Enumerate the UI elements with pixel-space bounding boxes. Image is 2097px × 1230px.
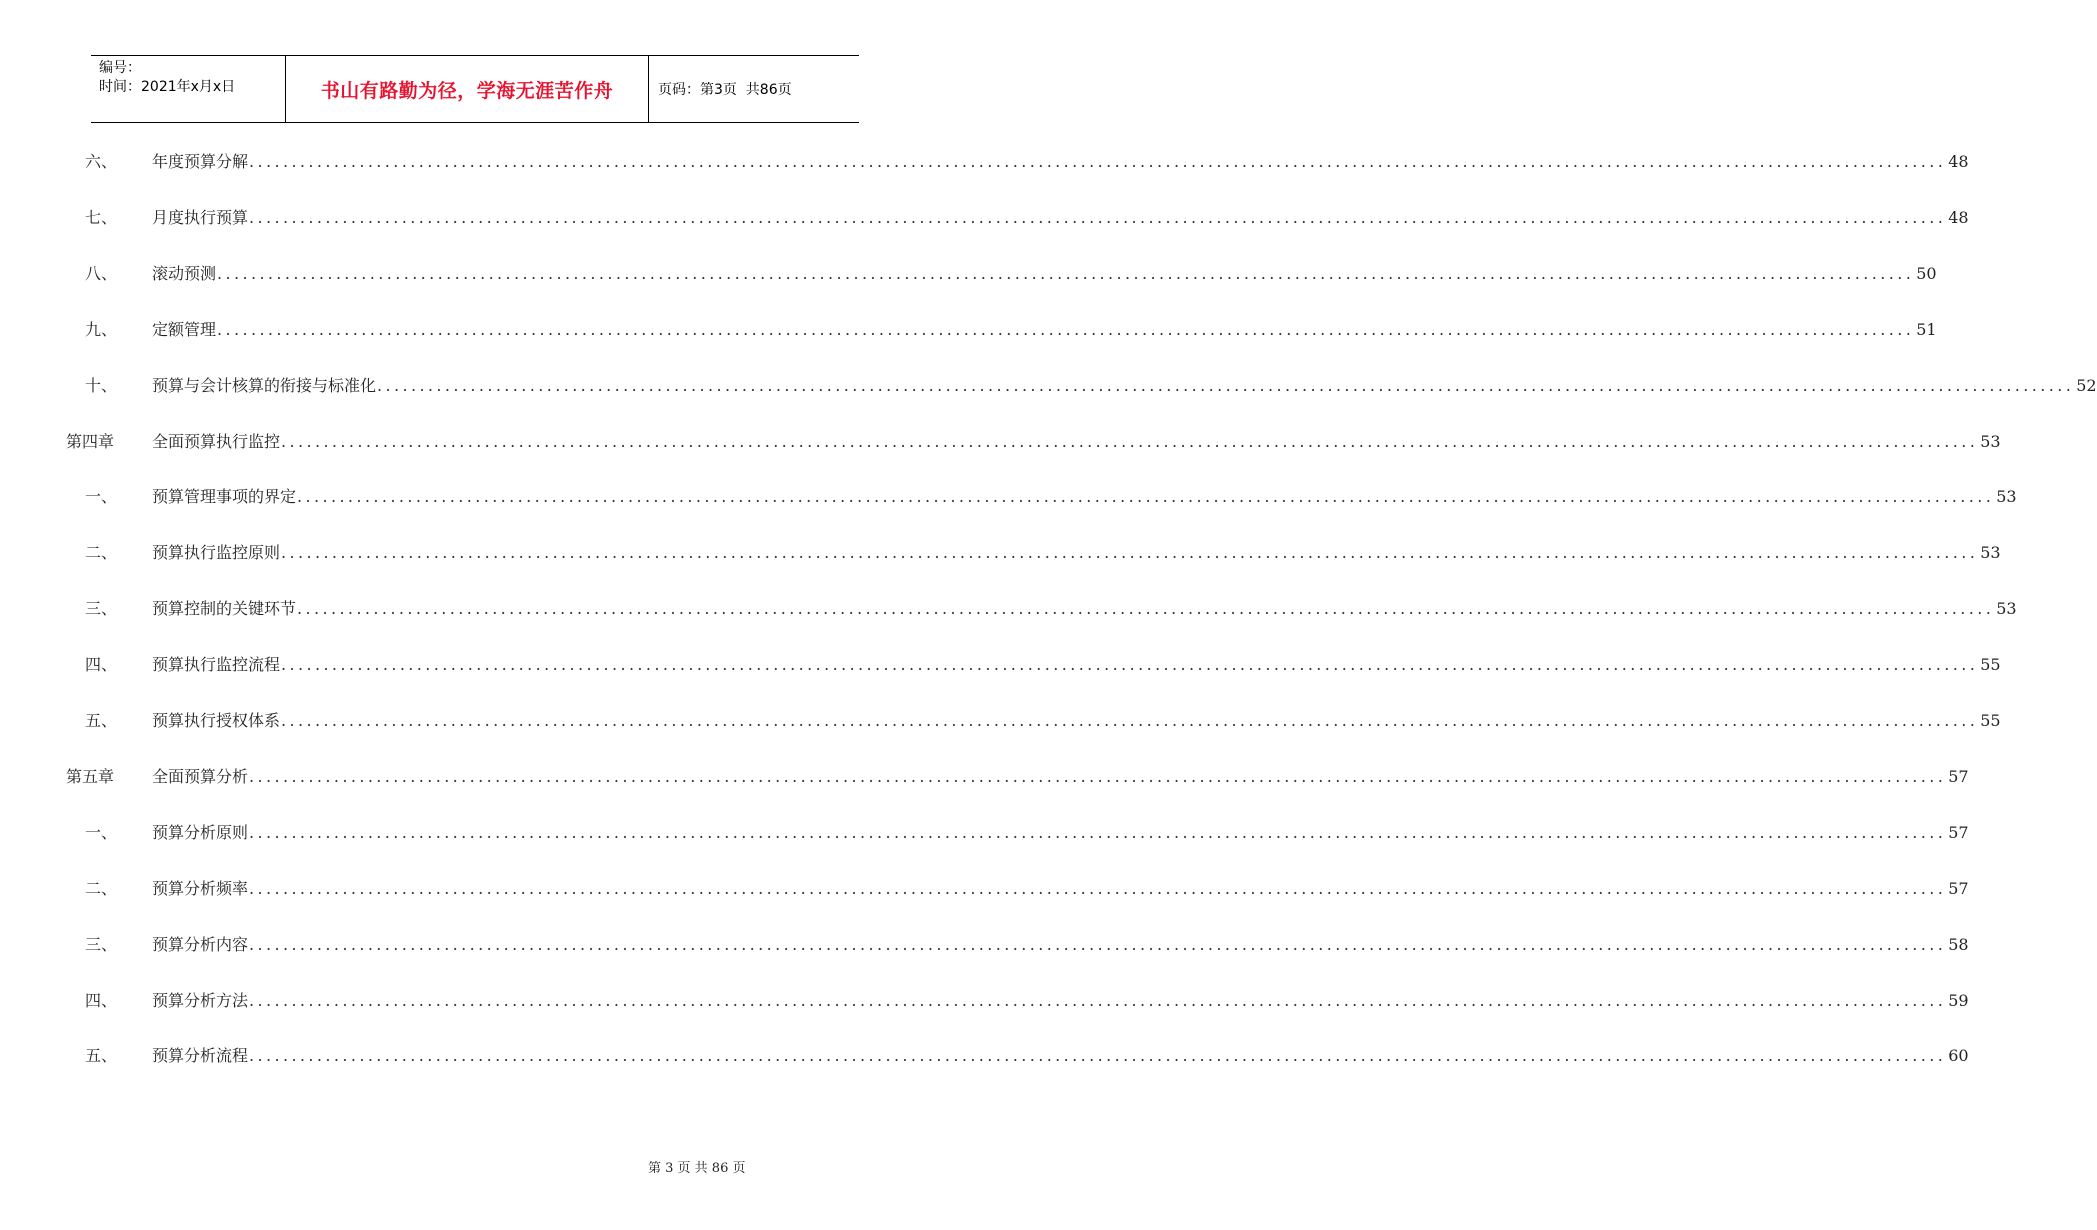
page-footer: 第 3 页 共 86 页 xyxy=(648,1161,746,1176)
toc-entry-title: 预算执行监控原则 xyxy=(152,543,281,563)
toc-section-row[interactable] xyxy=(66,709,2001,733)
toc-entry-number: 一、 xyxy=(85,822,118,842)
toc-entry-number: 第五章 xyxy=(66,766,115,786)
toc-entry-title: 预算与会计核算的衔接与标准化 xyxy=(152,375,377,395)
toc-dot-leader: ........................................................................................................................................................................................................ xyxy=(217,319,1915,339)
toc-dot-leader: ........................................................................................................................................................................................................ xyxy=(249,152,1947,171)
toc-entry-page: 60 xyxy=(1948,1046,1969,1066)
toc-dot-leader: ........................................................................................................................................................................................................ xyxy=(249,766,1947,786)
toc-entry-number: 第四章 xyxy=(66,431,115,451)
toc-dot-leader: ........................................................................................................................................................................................................ xyxy=(281,711,1979,730)
toc-section-row[interactable] xyxy=(66,653,2001,677)
toc-entry-page: 55 xyxy=(1980,711,2001,730)
toc-entry-title: 预算分析流程 xyxy=(152,1046,249,1066)
toc-entry-title: 滚动预测 xyxy=(152,263,217,283)
toc-section-row[interactable] xyxy=(66,206,1969,230)
toc-dot-leader: ........................................................................................................................................................................................................ xyxy=(217,263,1915,283)
toc-entry-page: 53 xyxy=(1996,487,2017,507)
toc-entry-title: 预算分析频率 xyxy=(152,878,249,898)
toc-entry-page: 53 xyxy=(1980,431,2001,451)
toc-dot-leader: ........................................................................................................................................................................................................ xyxy=(281,543,1979,563)
toc-entry-title: 全面预算执行监控 xyxy=(152,431,281,451)
toc-entry-number: 六、 xyxy=(85,152,118,171)
toc-section-row[interactable] xyxy=(66,262,1937,286)
toc-entry-title: 年度预算分解 xyxy=(152,152,249,171)
header-motto: 书山有路勤为径，学海无涯苦作舟 xyxy=(286,56,649,122)
number-label: 编号： xyxy=(99,60,141,76)
toc-entry-page: 58 xyxy=(1948,934,1969,954)
toc-entry-page: 50 xyxy=(1916,263,1937,283)
toc-dot-leader: ........................................................................................................................................................................................................ xyxy=(297,599,1995,619)
toc-entry-page: 52 xyxy=(2076,375,2097,395)
toc-entry-page: 57 xyxy=(1948,822,1969,842)
toc-section-row[interactable] xyxy=(66,318,1937,342)
toc-entry-title: 预算执行监控流程 xyxy=(152,655,281,675)
time-label: 时间：2021年x月x日 xyxy=(99,79,236,95)
toc-section-row[interactable] xyxy=(66,1044,1969,1068)
toc-entry-page: 53 xyxy=(1996,599,2017,619)
toc-dot-leader: ........................................................................................................................................................................................................ xyxy=(249,1046,1947,1066)
toc-entry-title: 月度执行预算 xyxy=(152,207,249,227)
toc-dot-leader: ........................................................................................................................................................................................................ xyxy=(249,878,1947,898)
toc-entry-title: 预算分析原则 xyxy=(152,822,249,842)
toc-section-row[interactable] xyxy=(66,989,1969,1013)
toc-entry-page: 48 xyxy=(1948,207,1969,227)
header-page-info xyxy=(649,56,859,122)
toc-entry-number: 四、 xyxy=(85,655,118,675)
toc-entry-title: 定额管理 xyxy=(152,319,217,339)
toc-section-row[interactable] xyxy=(66,150,1969,174)
toc-entry-number: 九、 xyxy=(85,319,118,339)
page-label: 页码：第3页 共86页 xyxy=(658,82,792,98)
toc-section-row[interactable] xyxy=(66,877,1969,901)
toc-section-row[interactable] xyxy=(66,821,1969,845)
toc-entry-number: 五、 xyxy=(85,1046,118,1066)
toc-entry-page: 57 xyxy=(1948,878,1969,898)
toc-dot-leader: ........................................................................................................................................................................................................ xyxy=(249,934,1947,954)
toc-dot-leader: ........................................................................................................................................................................................................ xyxy=(281,431,1979,451)
toc-entry-page: 55 xyxy=(1980,655,2001,675)
toc-dot-leader: ........................................................................................................................................................................................................ xyxy=(297,487,1995,507)
toc-section-row[interactable] xyxy=(66,597,2017,621)
toc-entry-page: 57 xyxy=(1948,766,1969,786)
toc-entry-number: 五、 xyxy=(85,711,118,730)
toc-dot-leader: ........................................................................................................................................................................................................ xyxy=(281,655,1979,675)
toc-entry-page: 59 xyxy=(1948,990,1969,1010)
toc-entry-title: 全面预算分析 xyxy=(152,766,249,786)
toc-entry-number: 七、 xyxy=(85,207,118,227)
header-meta xyxy=(91,56,286,122)
toc-entry-page: 53 xyxy=(1980,543,2001,563)
toc-entry-number: 十、 xyxy=(85,375,118,395)
page-header xyxy=(91,55,859,123)
toc-dot-leader: ........................................................................................................................................................................................................ xyxy=(249,207,1947,227)
toc-entry-number: 三、 xyxy=(85,934,118,954)
toc-entry-number: 四、 xyxy=(85,990,118,1010)
toc-entry-title: 预算执行授权体系 xyxy=(152,711,281,730)
toc-entry-title: 预算管理事项的界定 xyxy=(152,487,297,507)
toc-section-row[interactable] xyxy=(66,485,2017,509)
toc-chapter-row[interactable] xyxy=(66,430,2001,454)
toc-dot-leader: ........................................................................................................................................................................................................ xyxy=(377,375,2075,395)
toc-entry-page: 48 xyxy=(1948,152,1969,171)
toc-entry-title: 预算分析方法 xyxy=(152,990,249,1010)
toc-entry-number: 八、 xyxy=(85,263,118,283)
toc-entry-page: 51 xyxy=(1916,319,1937,339)
toc-entry-number: 一、 xyxy=(85,487,118,507)
toc-chapter-row[interactable] xyxy=(66,765,1969,789)
toc-dot-leader: ........................................................................................................................................................................................................ xyxy=(249,990,1947,1010)
toc-section-row[interactable] xyxy=(66,374,2097,398)
toc-entry-number: 二、 xyxy=(85,543,118,563)
toc-entry-title: 预算控制的关键环节 xyxy=(152,599,297,619)
toc-dot-leader: ........................................................................................................................................................................................................ xyxy=(249,822,1947,842)
toc-entry-number: 二、 xyxy=(85,878,118,898)
toc-section-row[interactable] xyxy=(66,933,1969,957)
toc-entry-number: 三、 xyxy=(85,599,118,619)
toc-entry-title: 预算分析内容 xyxy=(152,934,249,954)
toc-section-row[interactable] xyxy=(66,541,2001,565)
